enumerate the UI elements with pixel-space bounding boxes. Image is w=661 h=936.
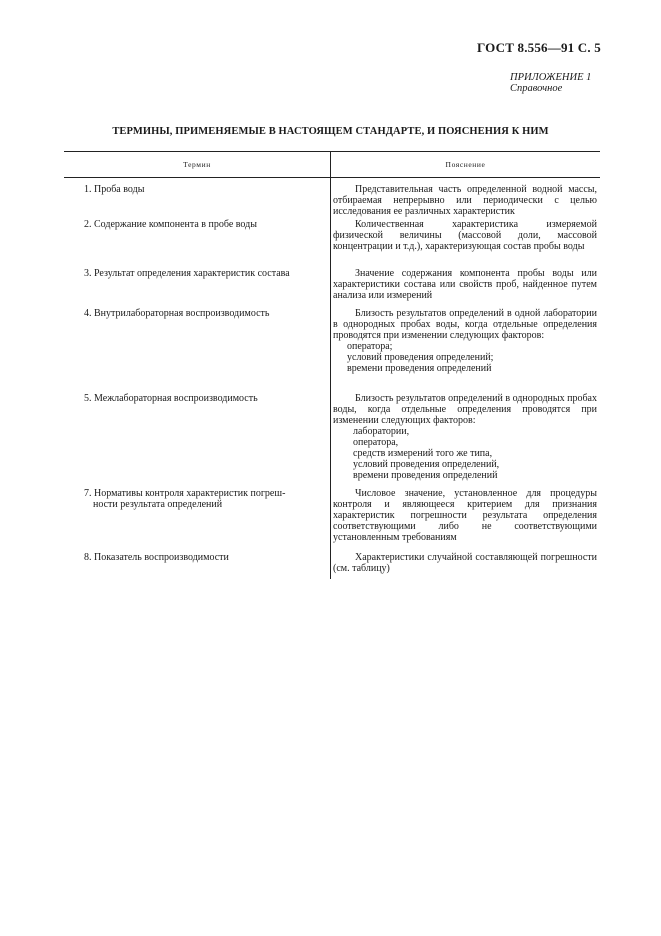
term-text-line1: 7. Нормативы контроля характеристик погреш- (84, 488, 286, 499)
term-cell (64, 488, 330, 552)
table-row (64, 393, 600, 488)
explanation-text: Количественная характеристика измеряемой физической величины (массовой доли, массовой концентрации и т.д.), характеризующая состав пробы воды (333, 219, 597, 252)
table-row (64, 268, 600, 308)
explanation-cell (330, 219, 600, 268)
factor-item: оператора; (347, 341, 393, 352)
table-body (64, 178, 600, 579)
term-cell (64, 393, 330, 488)
table-row (64, 178, 600, 219)
term-text: 2. Содержание компонента в пробе воды (84, 219, 257, 230)
explanation-cell (330, 552, 600, 579)
explanation-text: Близость результатов определений в одной лаборатории в однородных пробах воды, когда отдельные определения проводятся при изменении следующих факторов: (333, 308, 597, 341)
column-header-term: Термин (64, 152, 331, 177)
factor-item: времени проведения определений (347, 363, 492, 374)
term-cell (64, 219, 330, 268)
term-cell (64, 268, 330, 308)
term-text: 4. Внутрилабораторная воспроизводимость (84, 308, 270, 319)
explanation-text: Характеристики случайной составляющей погрешности (см. таблицу) (333, 552, 597, 574)
explanation-text: Числовое значение, установленное для процедуры контроля и являющееся критерием для признания характеристик погрешности результата определения соответствующими либо не соответствующими установленным требованиям (333, 488, 597, 543)
term-cell (64, 308, 330, 393)
appendix-label: ПРИЛОЖЕНИЕ 1 (510, 72, 592, 83)
term-text: 3. Результат определения характеристик состава (84, 268, 290, 279)
explanation-text: Представительная часть определенной водной массы, отбираемая непрерывно или периодически с целью исследования ее различных характеристик (333, 184, 597, 217)
term-text: 1. Проба воды (84, 184, 145, 195)
factor-item: времени проведения определений (353, 470, 498, 481)
table-header (64, 151, 600, 178)
explanation-cell (330, 268, 600, 308)
explanation-text: Значение содержания компонента пробы воды или характеристики состава или свойств проб, найденное путем анализа или измерений (333, 268, 597, 301)
term-text-line2: ности результата определений (93, 499, 223, 510)
term-text: 5. Межлабораторная воспроизводимость (84, 393, 258, 404)
factor-item: оператора, (353, 437, 399, 448)
column-header-explanation: Пояснение (445, 160, 486, 169)
terms-table (64, 151, 600, 579)
factor-item: условий проведения определений, (353, 459, 500, 470)
page-number: ГОСТ 8.556—91 С. 5 (476, 40, 601, 55)
appendix-note: Справочное (510, 83, 563, 94)
term-text: 8. Показатель воспроизводимости (84, 552, 229, 563)
document-title: ТЕРМИНЫ, ПРИМЕНЯЕМЫЕ В НАСТОЯЩЕМ СТАНДАРТЕ, И ПОЯСНЕНИЯ К НИМ (112, 126, 549, 137)
table-row (64, 552, 600, 579)
explanation-cell (330, 184, 600, 219)
factor-item: условий проведения определений; (347, 352, 494, 363)
explanation-text: Близость результатов определений в однородных пробах воды, когда отдельные определения проводятся при изменении следующих факторов: (333, 393, 597, 426)
explanation-cell (330, 308, 600, 393)
table-row (64, 219, 600, 268)
factor-item: лаборатории, (353, 426, 410, 437)
table-row (64, 308, 600, 393)
appendix-label-block (510, 72, 591, 94)
explanation-cell (330, 393, 600, 488)
explanation-cell (330, 488, 600, 552)
term-cell (64, 552, 330, 579)
term-cell (64, 184, 330, 219)
factor-item: средств измерений того же типа, (353, 448, 493, 459)
table-row (64, 488, 600, 552)
